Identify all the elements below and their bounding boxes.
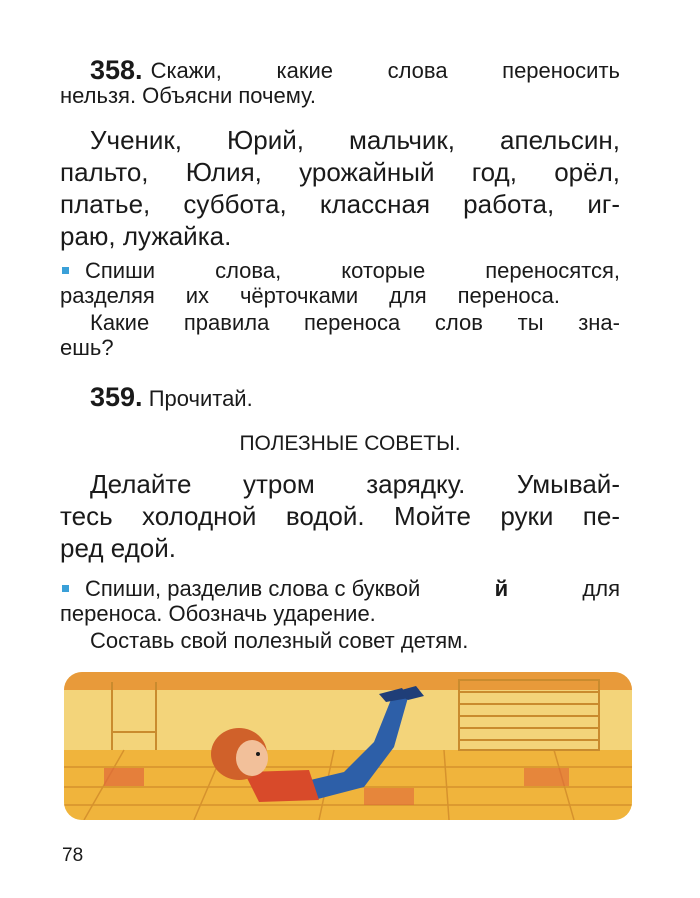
exercise-358-number: 358.: [90, 55, 143, 85]
word-list-line-1: Ученик, Юрий, мальчик, апельсин,: [90, 125, 620, 155]
highlighted-letter: й: [494, 576, 509, 601]
bullet-task-line-1-part-1: Спиши, разделив слова с буквой: [85, 576, 421, 601]
word-list-line-4: раю, лужайка.: [60, 221, 232, 251]
bullet-task-line-2: переноса. Обозначь ударение.: [60, 601, 376, 626]
bullet-task-line-3: Составь свой полезный совет детям.: [90, 628, 469, 653]
exercise-358-bullet-task: [60, 258, 620, 360]
bullet-task-line-1: Спиши слова, которые переносятся,: [85, 258, 620, 283]
bullet-square-icon: [62, 267, 69, 274]
bullet-task-line-4: ешь?: [60, 335, 114, 360]
word-list-line-3: платье, суббота, классная работа, иг-: [60, 189, 620, 219]
bullet-task-line-3: Какие правила переноса слов ты зна-: [90, 310, 620, 335]
illustration-exercising-child: [64, 672, 632, 820]
exercise-358-word-list: [60, 124, 620, 252]
text-title: ПОЛЕЗНЫЕ СОВЕТЫ.: [239, 432, 461, 455]
exercise-359-instruction: Прочитай.: [148, 386, 253, 411]
exercise-359-number: 359.: [90, 382, 143, 412]
exercise-358-task: [60, 55, 620, 108]
exercise-358-instruction-line-1: Скажи, какие слова переносить: [150, 58, 620, 83]
exercise-359-task: [90, 382, 650, 412]
exercise-359-text: [60, 468, 620, 564]
bullet-task-line-1-part-2: для: [582, 576, 620, 601]
bullet-square-icon: [62, 585, 69, 592]
word-list-line-2: пальто, Юлия, урожайный год, орёл,: [60, 157, 620, 187]
exercise-358-instruction-line-2: нельзя. Объясни почему.: [60, 83, 317, 108]
text-line-1: Делайте утром зарядку. Умывай-: [90, 469, 620, 499]
page-number: 78: [62, 845, 84, 866]
text-line-2: тесь холодной водой. Мойте руки пе-: [60, 501, 620, 531]
exercise-359-bullet-task: [60, 576, 620, 653]
text-line-3: ред едой.: [60, 533, 177, 563]
bullet-task-line-2: разделяя их чёрточками для переноса.: [60, 283, 560, 308]
